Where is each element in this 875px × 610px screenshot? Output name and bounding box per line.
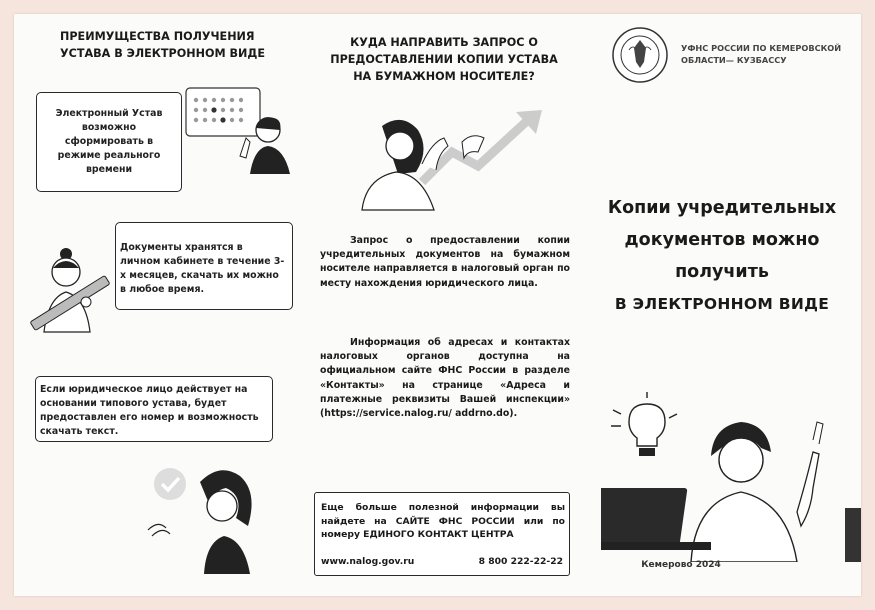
title-line-2: документов можно [624, 230, 820, 250]
contact-info-text: Еще больше полезной информации вы найдете на САЙТЕ ФНС РОССИИ или по номеру ЕДИНОГО КОНТАКТ ЦЕНТРА [321, 502, 565, 540]
request-heading: КУДА НАПРАВИТЬ ЗАПРОС О ПРЕДОСТАВЛЕНИИ КОПИИ УСТАВА НА БУМАЖНОМ НОСИТЕЛЕ? [330, 36, 558, 83]
contact-box [314, 492, 570, 576]
contacts-info-paragraph: Информация об адресах и контактах налоговых органов доступна на официальном сайте ФНС России в разделе «Контакты» на странице «Адреса и платежные реквизиты Вашей инспекции» (https://service.nalog.ru/ addrno.do). [320, 337, 570, 420]
brochure-sheet [14, 14, 861, 596]
phone-number: 8 800 222-22-22 [478, 556, 563, 567]
girl-checkmark-illustration [140, 462, 290, 574]
woman-pencil-illustration [20, 242, 116, 334]
organization-name [681, 42, 861, 66]
fns-emblem-logo [611, 26, 669, 84]
realtime-card [36, 92, 182, 192]
storage-card [115, 222, 293, 310]
advantages-heading: ПРЕИМУЩЕСТВА ПОЛУЧЕНИЯ УСТАВА В ЭЛЕКТРОННОМ ВИДЕ [60, 30, 266, 60]
storage-card-text: Документы хранятся в личном кабинете в течение 3-х месяцев, скачать их можно в любое время. [120, 242, 285, 295]
man-laptop-idea-illustration [601, 392, 861, 562]
template-card-text: Если юридическое лицо действует на основании типового устава, будет предоставлен его номер и возможность скачать текст. [40, 384, 259, 437]
middle-panel [304, 14, 581, 596]
org-line-2: ОБЛАСТИ— КУЗБАССУ [681, 55, 787, 65]
realtime-card-text: Электронный Устав возможно сформировать в режиме реального времени [55, 108, 163, 175]
website-link[interactable]: www.nalog.gov.ru [321, 556, 415, 567]
right-panel [581, 14, 861, 596]
org-line-1: УФНС РОССИИ ПО КЕМЕРОВСКОЙ [681, 43, 842, 53]
template-card [35, 376, 273, 442]
city-year: Кемерово 2024 [641, 560, 721, 570]
hands-arrow-illustration [352, 102, 562, 212]
paper-request-paragraph: Запрос о предоставлении копии учредительных документов на бумажном носителе направляется в налоговый орган по месту нахождения юридического лица. [320, 235, 570, 289]
left-panel [14, 14, 304, 596]
title-line-1: Копии учредительных [607, 198, 837, 218]
main-title [591, 192, 853, 320]
calendar-person-illustration [184, 86, 296, 176]
title-line-3: получить [675, 262, 769, 282]
title-line-4: В ЭЛЕКТРОННОМ ВИДЕ [614, 295, 830, 313]
